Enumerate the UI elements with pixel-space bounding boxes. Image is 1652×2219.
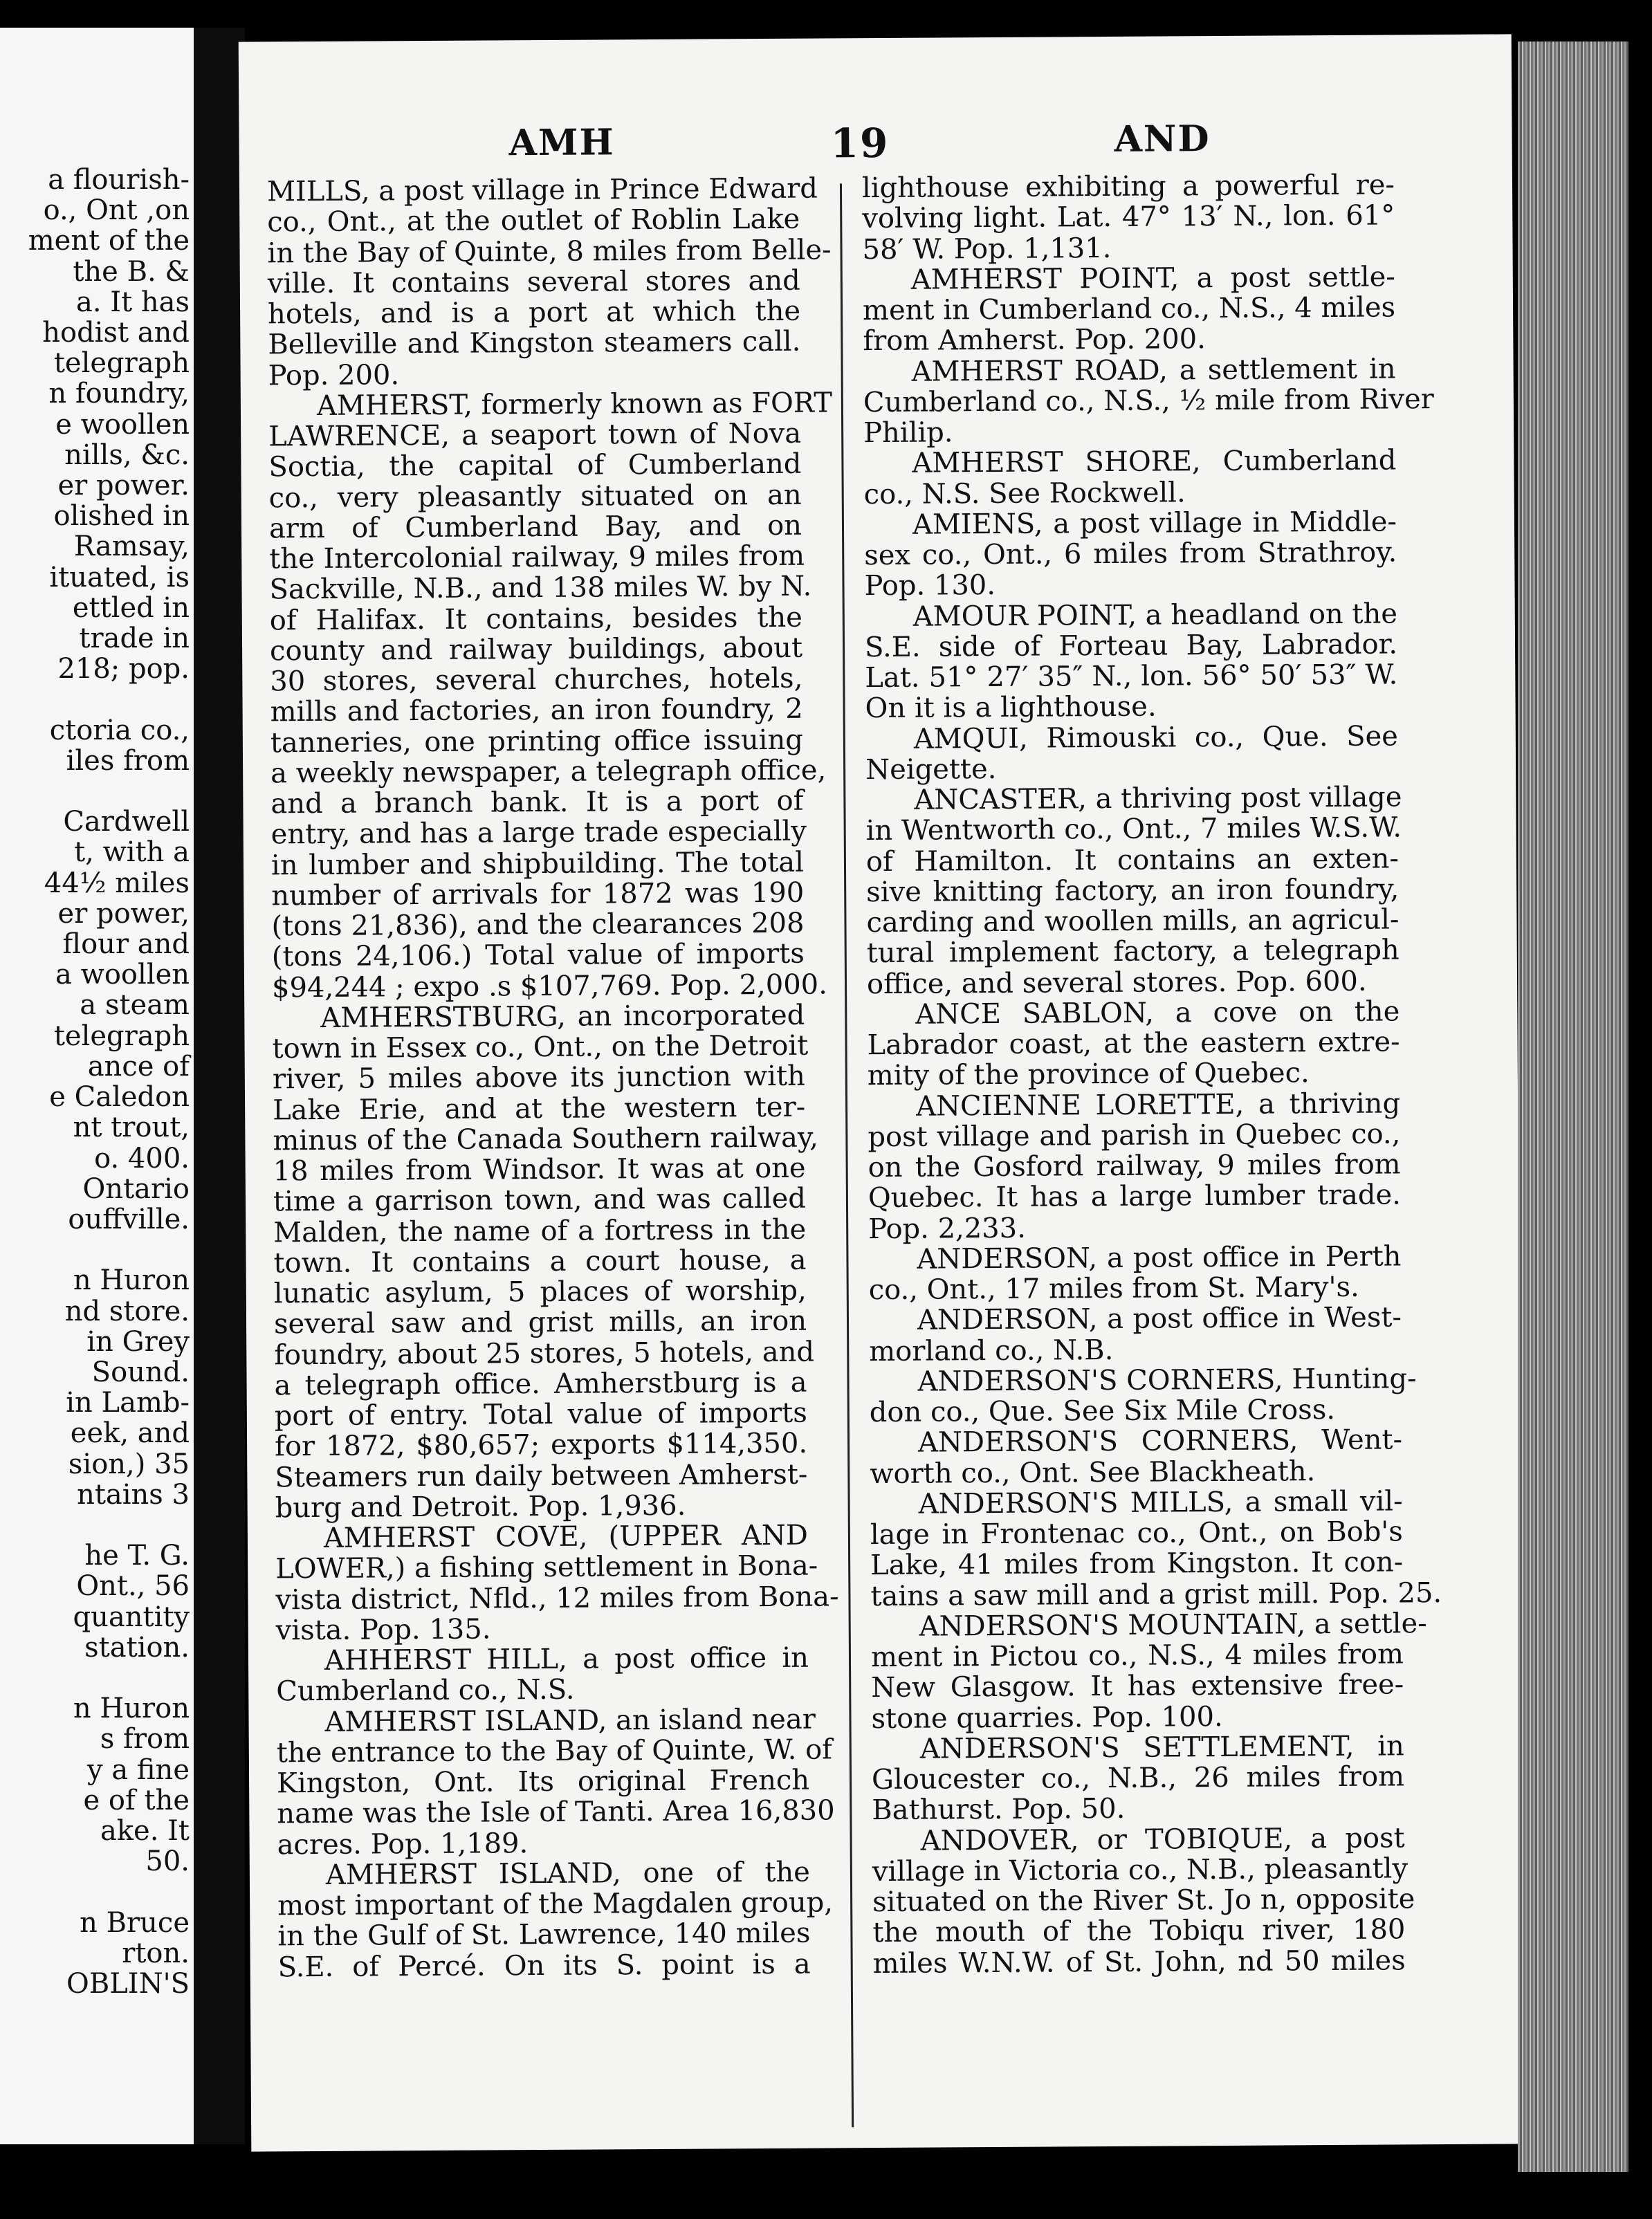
margin-fragment: nills, &c. bbox=[64, 439, 190, 471]
text-line: On it is a lighthouse. bbox=[865, 690, 1157, 725]
margin-fragment: 44½ miles bbox=[44, 867, 190, 899]
margin-fragment: 50. bbox=[145, 1845, 190, 1878]
text-line: Neigette. bbox=[865, 753, 997, 786]
margin-fragment: a steam bbox=[80, 989, 190, 1022]
margin-fragment bbox=[0, 684, 194, 715]
text-line: entry, and has a large trade especially bbox=[270, 815, 807, 851]
book-gutter bbox=[196, 28, 245, 2144]
text-line: lunatic asylum, 5 places of worship, bbox=[273, 1274, 807, 1310]
text-line: AMHERST SHORE, Cumberland bbox=[912, 444, 1397, 479]
text-line: (tons 24,106.) Total value of imports bbox=[271, 937, 805, 973]
text-line: most important of the Magdalen group, bbox=[277, 1886, 834, 1922]
text-line: AMHERST ISLAND, one of the bbox=[325, 1856, 811, 1891]
text-line: worth co., Ont. See Blackheath. bbox=[870, 1455, 1316, 1490]
margin-fragment: the B. & bbox=[73, 255, 190, 288]
text-line: situated on the River St. Jo n, opposite bbox=[872, 1883, 1415, 1919]
text-line: AMHERST, formerly known as FORT bbox=[316, 387, 833, 422]
margin-fragment: Cardwell bbox=[63, 806, 190, 838]
text-line: AMHERST COVE, (UPPER AND bbox=[323, 1519, 809, 1554]
margin-fragment: ntains 3 bbox=[77, 1478, 190, 1511]
text-line: mills and factories, an iron foundry, 2 bbox=[270, 692, 803, 728]
margin-fragment bbox=[0, 1877, 194, 1907]
margin-fragment bbox=[0, 1235, 194, 1265]
text-line: Lake, 41 miles from Kingston. It con- bbox=[870, 1546, 1404, 1582]
text-line: Quebec. It has a large lumber trade. bbox=[868, 1179, 1402, 1215]
margin-fragment: a flourish- bbox=[48, 164, 190, 196]
text-line: ANCE SABLON, a cove on the bbox=[915, 995, 1400, 1031]
margin-fragment: a. It has bbox=[75, 286, 190, 318]
text-line: county and railway buildings, about bbox=[269, 632, 803, 667]
text-line: AMHERST POINT, a post settle- bbox=[910, 261, 1395, 296]
margin-fragment: Ontario bbox=[82, 1172, 190, 1205]
margin-fragment: quantity bbox=[73, 1601, 190, 1633]
text-line: Pop. 130. bbox=[864, 569, 996, 602]
book-page bbox=[239, 34, 1525, 2151]
margin-fragment: n Bruce bbox=[80, 1906, 190, 1939]
text-line: morland co., N.B. bbox=[869, 1334, 1114, 1368]
margin-fragment: telegraph bbox=[53, 1020, 190, 1052]
text-line: New Glasgow. It has extensive free- bbox=[871, 1668, 1404, 1704]
running-head-right: AND bbox=[1114, 118, 1211, 160]
margin-fragment: in Grey bbox=[86, 1325, 190, 1358]
text-line: ANDERSON'S CORNERS, Hunting- bbox=[917, 1363, 1417, 1398]
margin-fragment: ettled in bbox=[72, 591, 190, 624]
margin-fragment: trade in bbox=[79, 623, 190, 655]
text-line: burg and Detroit. Pop. 1,936. bbox=[275, 1489, 686, 1525]
text-line: Cumberland co., N.S., ½ mile from River bbox=[863, 383, 1434, 418]
text-line: Belleville and Kingston steamers call. bbox=[268, 325, 801, 361]
margin-fragment: e woollen bbox=[55, 408, 190, 441]
text-line: lage in Frontenac co., Ont., on Bob's bbox=[870, 1516, 1404, 1552]
text-line: Malden, the name of a fortress in the bbox=[273, 1213, 807, 1249]
text-line: ment in Pictou co., N.S., 4 miles from bbox=[870, 1638, 1404, 1674]
text-line: Philip. bbox=[863, 416, 953, 450]
text-line: 30 stores, several churches, hotels, bbox=[270, 662, 803, 698]
margin-fragment: e of the bbox=[83, 1784, 190, 1816]
text-line: ville. It contains several stores and bbox=[267, 264, 800, 300]
text-column-right bbox=[861, 169, 1442, 1980]
text-line: MILLS, a post village in Prince Edward bbox=[266, 172, 818, 208]
margin-fragment: rton. bbox=[122, 1937, 190, 1969]
text-line: in the Bay of Quinte, 8 miles from Belle- bbox=[267, 233, 832, 269]
text-line: AMOUR POINT, a headland on the bbox=[912, 597, 1398, 633]
text-line: a telegraph office. Amherstburg is a bbox=[274, 1366, 807, 1402]
margin-fragment: sion,) 35 bbox=[68, 1448, 190, 1480]
text-line: lighthouse exhibiting a powerful re- bbox=[861, 169, 1395, 205]
page-block-edge bbox=[1518, 42, 1628, 2172]
text-line: Pop. 200. bbox=[268, 358, 400, 392]
text-line: S.E. side of Forteau Bay, Labrador. bbox=[864, 628, 1398, 663]
text-line: minus of the Canada Southern railway, bbox=[273, 1121, 819, 1157]
text-line: ANDERSON'S CORNERS, Went- bbox=[917, 1424, 1403, 1459]
margin-fragment: er power. bbox=[57, 470, 190, 502]
margin-fragment: station. bbox=[84, 1631, 190, 1664]
margin-fragment: s from bbox=[100, 1723, 190, 1756]
text-line: on the Gosford railway, 9 miles from bbox=[868, 1148, 1401, 1184]
text-line: tanneries, one printing office issuing bbox=[270, 724, 804, 759]
text-line: the Intercolonial railway, 9 miles from bbox=[269, 540, 805, 576]
text-line: in the Gulf of St. Lawrence, 140 miles bbox=[277, 1917, 811, 1953]
text-line: hotels, and is a port at which the bbox=[267, 295, 801, 331]
margin-fragment: Sound. bbox=[91, 1356, 190, 1388]
text-line: ment in Cumberland co., N.S., 4 miles bbox=[862, 291, 1396, 327]
margin-fragment: he T. G. bbox=[84, 1540, 190, 1572]
text-line: in Wentworth co., Ont., 7 miles W.S.W. bbox=[865, 811, 1402, 847]
text-line: ANDERSON, a post office in Perth bbox=[917, 1240, 1402, 1276]
text-line: tains a saw mill and a grist mill. Pop. 25. bbox=[870, 1576, 1442, 1612]
text-line: a weekly newspaper, a telegraph office, bbox=[270, 754, 827, 790]
margin-fragment: o. 400. bbox=[94, 1142, 190, 1175]
text-column-left bbox=[266, 172, 839, 1983]
text-line: AMHERST ISLAND, an island near bbox=[324, 1703, 816, 1738]
text-line: co., Ont., 17 miles from St. Mary's. bbox=[868, 1271, 1359, 1307]
margin-fragment: ituated, is bbox=[49, 561, 190, 593]
text-line: vista. Pop. 135. bbox=[275, 1613, 491, 1647]
margin-fragment: flour and bbox=[62, 928, 190, 961]
text-line: ANDERSON'S MOUNTAIN, a settle- bbox=[919, 1607, 1427, 1643]
text-line: 18 miles from Windsor. It was at one bbox=[273, 1152, 806, 1188]
text-line: ANCIENNE LORETTE, a thriving bbox=[915, 1087, 1401, 1123]
text-line: office, and several stores. Pop. 600. bbox=[866, 965, 1367, 1000]
margin-fragment: eek, and bbox=[70, 1417, 190, 1450]
text-line: Lat. 51° 27′ 35″ N., lon. 56° 50′ 53″ W. bbox=[865, 659, 1398, 694]
text-line: ANDERSON'S MILLS, a small vil- bbox=[918, 1485, 1403, 1520]
text-line: Cumberland co., N.S. bbox=[276, 1673, 575, 1708]
text-line: of Hamilton. It contains an exten- bbox=[865, 842, 1399, 878]
text-line: Soctia, the capital of Cumberland bbox=[268, 448, 802, 484]
margin-fragment: in Lamb- bbox=[66, 1387, 190, 1419]
text-line: $94,244 ; expo .s $107,769. Pop. 2,000. bbox=[271, 968, 828, 1004]
margin-fragment: hodist and bbox=[42, 317, 190, 349]
text-line: LOWER,) a fishing settlement in Bona- bbox=[275, 1549, 818, 1585]
margin-fragment: ance of bbox=[87, 1050, 190, 1083]
text-line: AMIENS, a post village in Middle- bbox=[912, 506, 1397, 541]
margin-fragment: nd store. bbox=[64, 1295, 190, 1327]
text-line: ANCASTER, a thriving post village bbox=[914, 781, 1402, 816]
text-line: port of entry. Total value of imports bbox=[274, 1397, 807, 1433]
text-line: tural implement factory, a telegraph bbox=[866, 934, 1399, 970]
margin-fragment: n Huron bbox=[73, 1693, 190, 1725]
text-line: Labrador coast, at the eastern extre- bbox=[867, 1026, 1400, 1062]
margin-fragment: 218; pop. bbox=[57, 653, 190, 685]
text-line: AMQUI, Rimouski co., Que. See bbox=[913, 719, 1399, 755]
margin-fragment: e Caledon bbox=[49, 1081, 190, 1114]
text-line: sex co., Ont., 6 miles from Strathroy. bbox=[864, 536, 1397, 572]
margin-fragment: Ramsay, bbox=[73, 531, 190, 563]
text-line: river, 5 miles above its junction with bbox=[272, 1060, 805, 1096]
text-line: Gloucester co., N.B., 26 miles from bbox=[871, 1760, 1405, 1796]
text-line: LAWRENCE, a seaport town of Nova bbox=[268, 417, 802, 453]
text-line: number of arrivals for 1872 was 190 bbox=[271, 876, 805, 912]
page-number: 19 bbox=[830, 119, 890, 167]
text-line: (tons 21,836), and the clearances 208 bbox=[271, 907, 805, 943]
text-line: 58′ W. Pop. 1,131. bbox=[862, 232, 1112, 266]
facing-page-fragment bbox=[0, 28, 196, 2144]
margin-fragment: ment of the bbox=[28, 225, 190, 257]
margin-fragment: ctoria co., bbox=[49, 714, 190, 746]
text-line: village in Victoria co., N.B., pleasantly bbox=[872, 1852, 1408, 1888]
text-line: Sackville, N.B., and 138 miles W. by N. bbox=[269, 570, 812, 606]
margin-fragment: ouffville. bbox=[68, 1203, 190, 1235]
margin-fragment: ake. It bbox=[100, 1814, 190, 1847]
margin-fragment bbox=[0, 1663, 194, 1693]
text-line: carding and woollen mills, an agricul- bbox=[866, 903, 1399, 939]
margin-fragment: t, with a bbox=[74, 836, 190, 869]
text-line: from Amherst. Pop. 200. bbox=[863, 323, 1206, 358]
margin-fragment: o., Ont ,on bbox=[43, 194, 190, 227]
margin-fragment bbox=[0, 776, 194, 807]
text-line: Kingston, Ont. Its original French bbox=[276, 1764, 810, 1800]
text-line: in lumber and shipbuilding. The total bbox=[270, 846, 805, 881]
text-line: stone quarries. Pop. 100. bbox=[871, 1700, 1223, 1735]
column-rule bbox=[840, 183, 854, 2127]
margin-fragment: n Huron bbox=[73, 1264, 190, 1297]
text-line: miles W.N.W. of St. John, nd 50 miles bbox=[872, 1944, 1406, 1980]
text-line: ANDOVER, or TOBIQUE, a post bbox=[920, 1821, 1405, 1857]
text-line: time a garrison town, and was called bbox=[273, 1182, 807, 1218]
margin-fragment bbox=[0, 1510, 194, 1540]
text-line: town in Essex co., Ont., on the Detroit bbox=[272, 1029, 809, 1065]
text-line: vista district, Nfld., 12 miles from Bona- bbox=[275, 1580, 839, 1616]
text-line: name was the Isle of Tanti. Area 16,830 bbox=[277, 1794, 835, 1830]
margin-fragment: er power, bbox=[57, 897, 190, 930]
margin-fragment: telegraph bbox=[53, 347, 190, 380]
margin-fragment: iles from bbox=[66, 744, 190, 777]
margin-fragment: a woollen bbox=[55, 959, 190, 991]
text-line: acres. Pop. 1,189. bbox=[277, 1827, 529, 1861]
running-head-left: AMH bbox=[508, 121, 615, 165]
text-line: post village and parish in Quebec co., bbox=[868, 1118, 1401, 1153]
margin-fragment: OBLIN'S bbox=[66, 1967, 190, 2000]
text-line: don co., Que. See Six Mile Cross. bbox=[869, 1394, 1336, 1429]
text-line: foundry, about 25 stores, 5 hotels, and bbox=[274, 1336, 815, 1371]
text-line: AHHERST HILL, a post office in bbox=[324, 1641, 809, 1677]
margin-fragment: nt trout, bbox=[73, 1112, 190, 1144]
text-line: Steamers run daily between Amherst- bbox=[275, 1458, 808, 1493]
text-line: co., Ont., at the outlet of Roblin Lake bbox=[267, 203, 800, 239]
text-line: ANDERSON, a post office in West- bbox=[917, 1301, 1402, 1336]
text-line: sive knitting factory, an iron foundry, bbox=[866, 873, 1399, 908]
text-line: ANDERSON'S SETTLEMENT, in bbox=[919, 1730, 1404, 1765]
text-line: volving light. Lat. 47° 13′ N., lon. 61° bbox=[862, 199, 1395, 235]
text-line: co., N.S. See Rockwell. bbox=[863, 476, 1186, 510]
margin-fragment: olished in bbox=[53, 500, 190, 533]
text-line: Bathurst. Pop. 50. bbox=[872, 1793, 1126, 1827]
margin-fragment: y a fine bbox=[87, 1753, 190, 1786]
text-line: Pop. 2,233. bbox=[868, 1212, 1026, 1245]
text-line: the entrance to the Bay of Quinte, W. of bbox=[276, 1733, 833, 1769]
text-line: and a branch bank. It is a port of bbox=[270, 784, 804, 820]
margin-fragment: n foundry, bbox=[48, 378, 190, 410]
text-line: AMHERST ROAD, a settlement in bbox=[911, 352, 1396, 388]
text-line: mity of the province of Quebec. bbox=[867, 1057, 1310, 1092]
text-line: Lake Erie, and at the western ter- bbox=[272, 1091, 806, 1126]
text-line: for 1872, $80,657; exports $114,350. bbox=[274, 1427, 808, 1463]
text-line: S.E. of Percé. On its S. point is a bbox=[277, 1948, 811, 1983]
text-line: co., very pleasantly situated on an bbox=[268, 479, 802, 514]
text-line: the mouth of the Tobiqu river, 180 bbox=[872, 1913, 1406, 1949]
text-line: of Halifax. It contains, besides the bbox=[269, 601, 802, 636]
margin-fragment: Ont., 56 bbox=[76, 1570, 190, 1603]
text-line: town. It contains a court house, a bbox=[273, 1244, 807, 1280]
text-line: several saw and grist mills, an iron bbox=[273, 1305, 807, 1341]
text-line: arm of Cumberland Bay, and on bbox=[268, 509, 802, 545]
text-line: AMHERSTBURG, an incorporated bbox=[320, 999, 805, 1034]
